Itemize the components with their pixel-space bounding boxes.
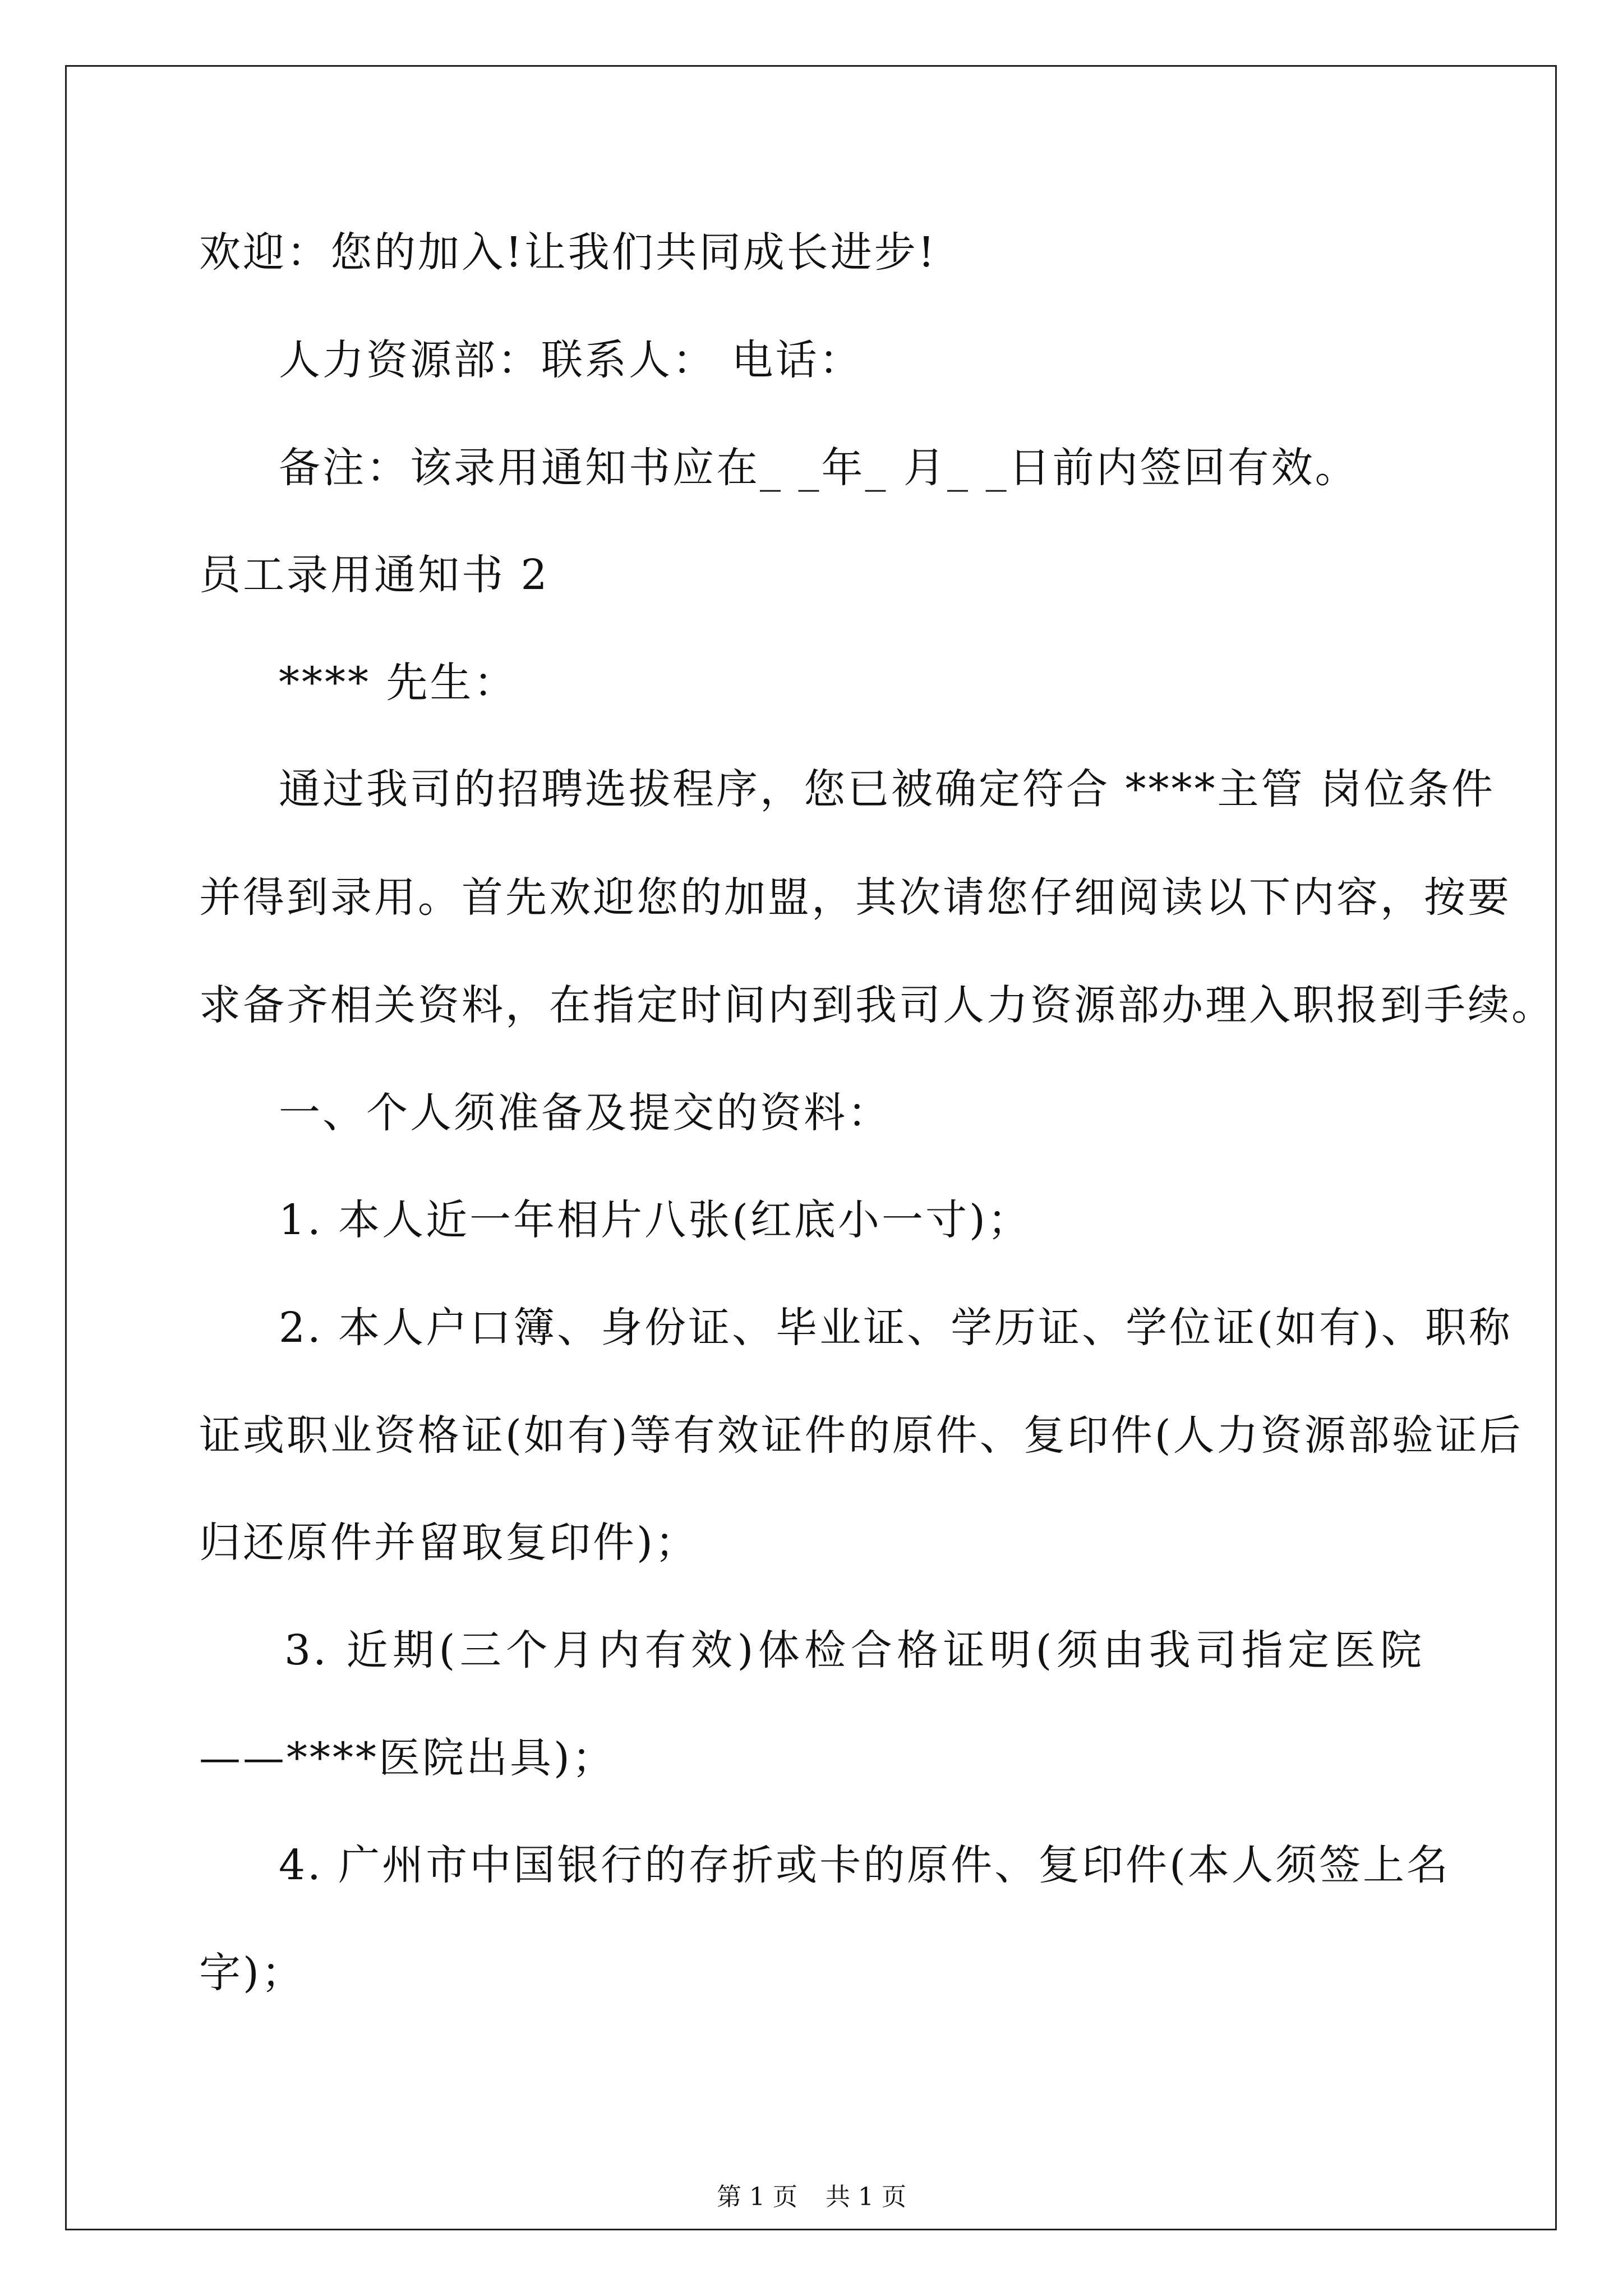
text-line: 并得到录用。首先欢迎您的加盟，其次请您仔细阅读以下内容，按要 [199, 873, 1511, 922]
list-heading: 一、个人须准备及提交的资料： [279, 1089, 891, 1137]
text-line: 通过我司的招聘选拔程序，您已被确定符合 ****主管 岗位条件 [279, 765, 1496, 813]
text-line: 欢迎：您的加入!让我们共同成长进步! [199, 228, 937, 277]
list-item-continued: 归还原件并留取复印件)； [199, 1519, 699, 1567]
list-item-continued: 证或职业资格证(如有)等有效证件的原件、复印件(人力资源部验证后 [199, 1411, 1523, 1460]
page-total: 共 1 页 [826, 2183, 906, 2211]
list-item: 2. 本人户口簿、身份证、毕业证、学历证、学位证(如有)、职称 [279, 1304, 1513, 1352]
salutation: **** 先生： [279, 659, 518, 707]
text-line: 备注：该录用通知书应在_ _年_ 月_ _日前内签回有效。 [279, 444, 1359, 492]
page-footer [0, 2185, 1623, 2210]
page-number: 第 1 页 [717, 2183, 797, 2211]
list-item-continued: 字)； [199, 1949, 305, 1997]
list-item: 3. 近期(三个月内有效)体检合格证明(须由我司指定医院 [284, 1626, 1424, 1674]
text-line: 人力资源部：联系人： 电话： [279, 336, 863, 384]
list-item: 1. 本人近一年相片八张(红底小一寸)； [279, 1196, 1031, 1244]
text-line: 求备齐相关资料，在指定时间内到我司人力资源部办理入职报到手续。 [199, 981, 1555, 1029]
list-item: 4. 广州市中国银行的存折或卡的原件、复印件(本人须签上名 [279, 1841, 1450, 1889]
page-border [65, 65, 1557, 2230]
list-item-continued: ——****医院出具)； [199, 1734, 616, 1782]
section-title: 员工录用通知书 2 [199, 551, 550, 599]
